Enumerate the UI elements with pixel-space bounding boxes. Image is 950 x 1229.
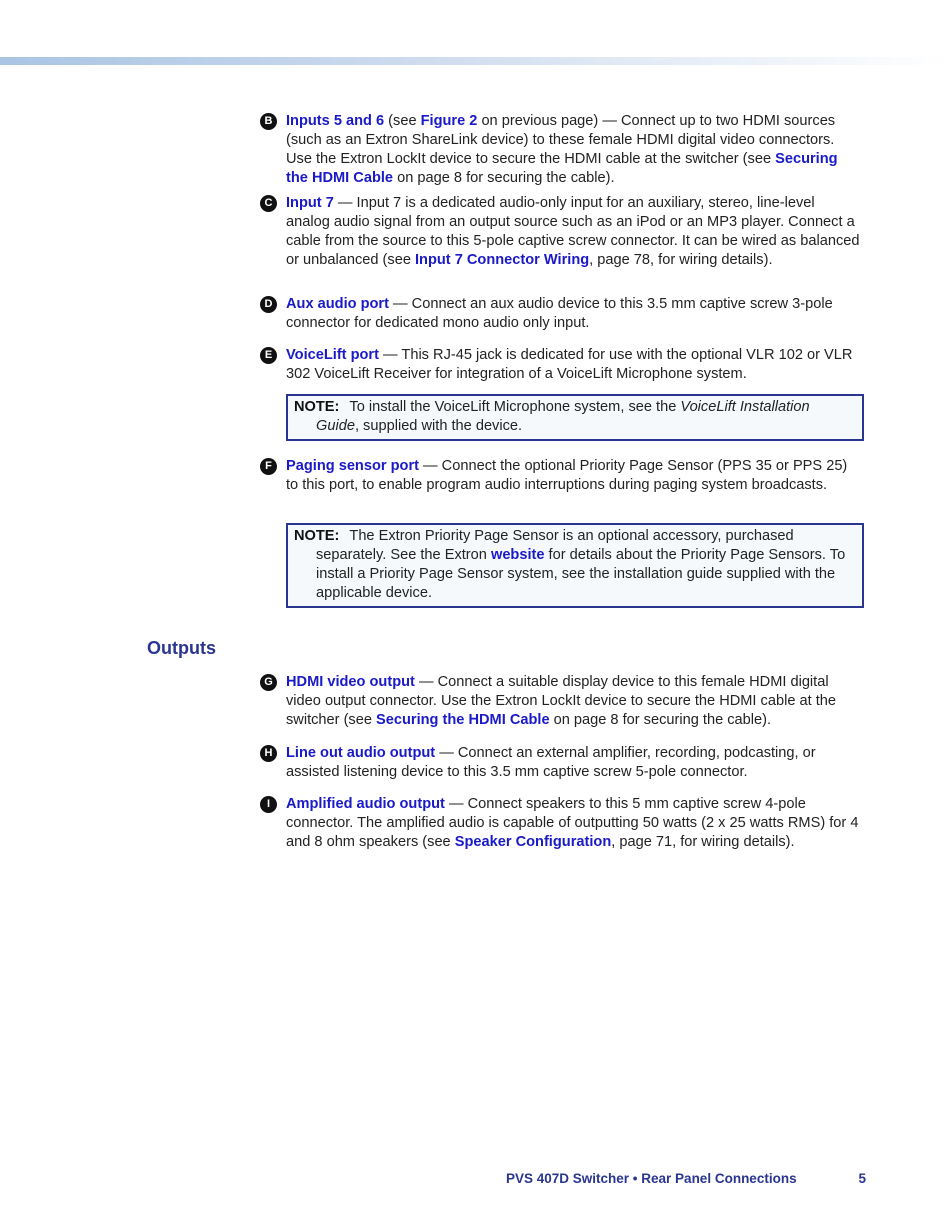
text-run: for details about the Priority Page Sensors. To install a Priority Page Sensor system, see the installation guide supplied with the applicable device. bbox=[316, 547, 846, 601]
cross-reference-link[interactable]: Speaker Configuration bbox=[454, 834, 612, 850]
callout-badge: F bbox=[260, 458, 277, 475]
item-inputs-5-6 bbox=[260, 112, 860, 188]
note-continuation bbox=[294, 546, 854, 603]
note-first-line bbox=[294, 398, 854, 417]
cross-reference-link[interactable]: Securing the HDMI Cable bbox=[376, 712, 550, 728]
item-text bbox=[286, 194, 860, 270]
text-run: The Extron Priority Page Sensor is an optional accessory, purchased bbox=[349, 528, 794, 544]
cross-reference-link[interactable]: Inputs 5 and 6 bbox=[286, 113, 385, 129]
callout-badge: D bbox=[260, 296, 277, 313]
cross-reference-link[interactable]: Figure 2 bbox=[420, 113, 478, 129]
footer-title: PVS 407D Switcher • Rear Panel Connections bbox=[506, 1171, 797, 1186]
text-run: on page 8 for securing the cable). bbox=[549, 712, 772, 728]
text-run: on previous page) — Connect up to two HDMI sources (such as an Extron ShareLink device) to these female HDMI digital video connectors. Use the Extron LockIt device to secure the HDMI cable at the switcher (see bbox=[286, 113, 836, 167]
callout-badge: C bbox=[260, 195, 277, 212]
callout-badge: G bbox=[260, 674, 277, 691]
note-continuation bbox=[294, 417, 854, 436]
item-text bbox=[286, 112, 860, 188]
section-heading-outputs: Outputs bbox=[147, 638, 216, 658]
text-run: Guide bbox=[316, 418, 355, 434]
text-run: , supplied with the device. bbox=[354, 418, 523, 434]
item-text bbox=[286, 457, 860, 495]
item-hdmi-video-output bbox=[260, 673, 860, 730]
text-run: — This RJ-45 jack is dedicated for use with the optional VLR 102 or VLR 302 VoiceLift Receiver for integration of a VoiceLift Microphone system. bbox=[286, 347, 853, 382]
item-line-out-audio-output bbox=[260, 744, 860, 782]
text-run: — Connect speakers to this 5 mm captive screw 4-pole connector. The amplified audio is capable of outputting 50 watts (2 x 25 watts RMS) for 4 and 8 ohm speakers (see bbox=[286, 796, 859, 850]
text-run: (see bbox=[384, 113, 421, 129]
cross-reference-link[interactable]: Securing the HDMI Cable bbox=[286, 151, 838, 186]
text-run: — Connect a suitable display device to this female HDMI digital video output connector. Use the Extron LockIt device to secure the HDMI cable at the switcher (see bbox=[286, 674, 837, 728]
cross-reference-link[interactable]: HDMI video output bbox=[286, 674, 415, 690]
page-number: 5 bbox=[858, 1171, 866, 1186]
callout-badge: E bbox=[260, 347, 277, 364]
callout-badge: H bbox=[260, 745, 277, 762]
note-label: NOTE: bbox=[294, 399, 340, 415]
text-run: , page 78, for wiring details). bbox=[589, 252, 773, 268]
cross-reference-link[interactable]: Input 7 Connector Wiring bbox=[415, 252, 590, 268]
text-run: — Connect an external amplifier, recording, podcasting, or assisted listening device to this 3.5 mm captive screw 5-pole connector. bbox=[286, 745, 816, 780]
callout-badge: I bbox=[260, 796, 277, 813]
cross-reference-link[interactable]: Input 7 bbox=[286, 195, 334, 211]
text-run: VoiceLift Installation bbox=[680, 399, 810, 415]
note-label: NOTE: bbox=[294, 528, 340, 544]
cross-reference-link[interactable]: Paging sensor port bbox=[286, 458, 419, 474]
cross-reference-link[interactable]: website bbox=[490, 547, 545, 563]
item-text bbox=[286, 346, 860, 384]
text-run: — Connect an aux audio device to this 3.5 mm captive screw 3-pole connector for dedicated mono audio only input. bbox=[286, 296, 833, 331]
cross-reference-link[interactable]: Aux audio port bbox=[286, 296, 389, 312]
text-run: — Input 7 is a dedicated audio-only input for an auxiliary, stereo, line-level analog audio signal from an output source such as an iPod or an MP3 player. Connect a cable from the source to this 5-pole captive screw connector. It can be wired as balanced or unbalanced (see bbox=[286, 195, 860, 268]
note-text bbox=[349, 528, 793, 544]
item-text bbox=[286, 673, 860, 730]
item-paging-sensor-port bbox=[260, 457, 860, 495]
cross-reference-link[interactable]: Line out audio output bbox=[286, 745, 436, 761]
note-priority-page-sensor bbox=[286, 523, 864, 608]
item-text bbox=[286, 795, 860, 852]
note-voicelift bbox=[286, 394, 864, 441]
text-run: To install the VoiceLift Microphone system, see the bbox=[349, 399, 681, 415]
item-input-7 bbox=[260, 194, 860, 270]
item-voicelift-port bbox=[260, 346, 860, 384]
item-text bbox=[286, 744, 860, 782]
item-amplified-audio-output bbox=[260, 795, 860, 852]
cross-reference-link[interactable]: VoiceLift port bbox=[286, 347, 379, 363]
callout-badge: B bbox=[260, 113, 277, 130]
text-run: — Connect the optional Priority Page Sensor (PPS 35 or PPS 25) to this port, to enable program audio interruptions during paging system broadcasts. bbox=[286, 458, 848, 493]
item-aux-audio-port bbox=[260, 295, 860, 333]
item-text bbox=[286, 295, 860, 333]
note-text bbox=[349, 399, 809, 415]
text-run: separately. See the Extron bbox=[316, 547, 491, 563]
header-gradient-bar bbox=[0, 57, 950, 65]
text-run: on page 8 for securing the cable). bbox=[393, 170, 615, 186]
cross-reference-link[interactable]: Amplified audio output bbox=[286, 796, 445, 812]
note-first-line bbox=[294, 527, 854, 546]
text-run: , page 71, for wiring details). bbox=[611, 834, 795, 850]
